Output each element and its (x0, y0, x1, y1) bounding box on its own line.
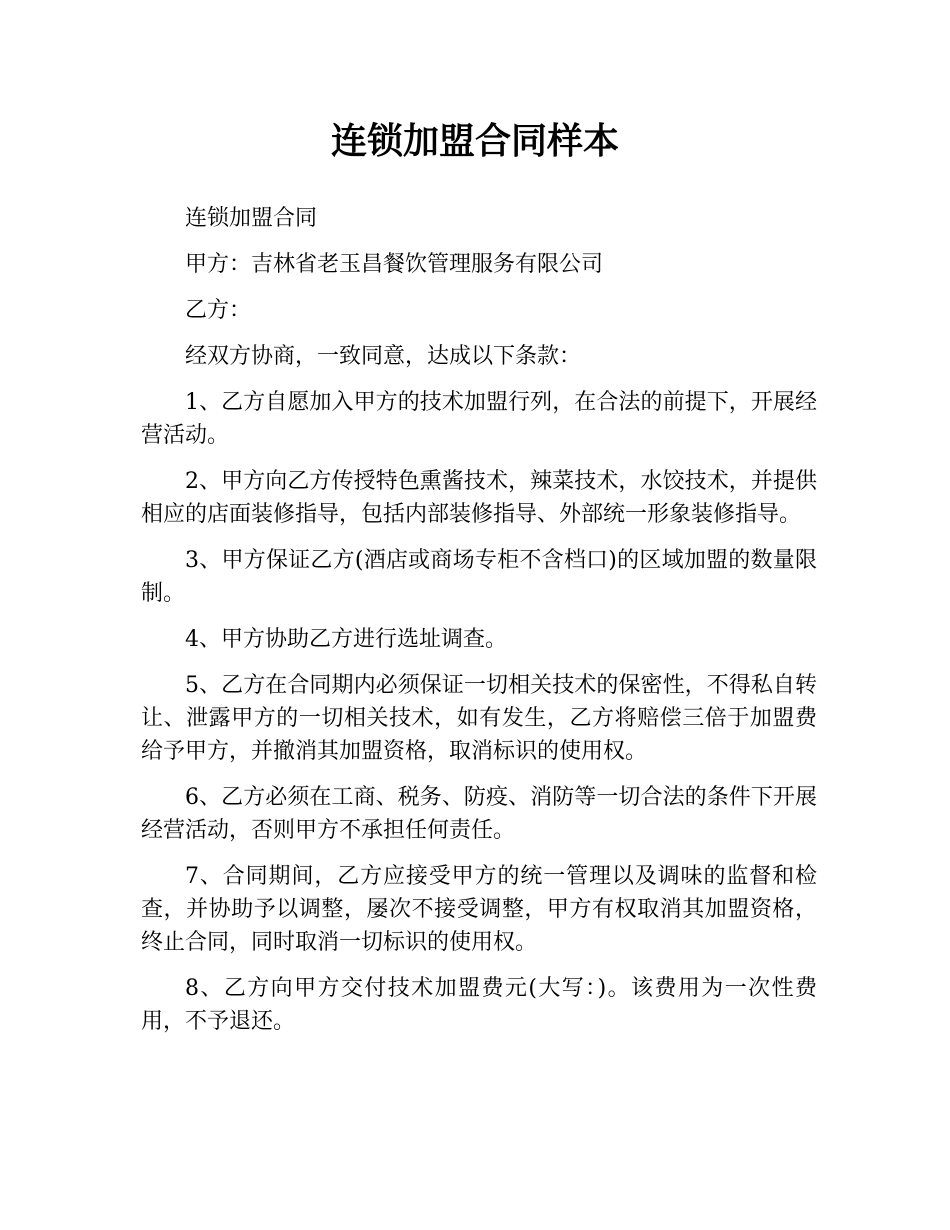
clause-4: 4、甲方协助乙方进行选址调查。 (185, 627, 507, 652)
clause-1: 1、乙方自愿加入甲方的技术加盟行列，在合法的前提下，开展经营活动。 (141, 390, 817, 448)
clause-5: 5、乙方在合同期内必须保证一切相关技术的保密性，不得私自转让、泄露甲方的一切相关技术，如有发生，乙方将赔偿三倍于加盟费给予甲方，并撤消其加盟资格，取消标识的使用权。 (141, 673, 817, 764)
document-body (141, 202, 817, 1051)
paragraph-contract-heading: 连锁加盟合同 (185, 206, 318, 231)
clause-8: 8、乙方向甲方交付技术加盟费元(大写：)。该费用为一次性费用，不予退还。 (141, 976, 817, 1034)
clause-2: 2、甲方向乙方传授特色熏酱技术，辣菜技术，水饺技术，并提供相应的店面装修指导，包括内部装修指导、外部统一形象装修指导。 (141, 469, 817, 527)
document-title: 连锁加盟合同样本 (330, 121, 619, 162)
clause-7: 7、合同期间，乙方应接受甲方的统一管理以及调味的监督和检查，并协助予以调整，屡次不接受调整，甲方有权取消其加盟资格，终止合同，同时取消一切标识的使用权。 (141, 864, 817, 955)
clause-3: 3、甲方保证乙方(酒店或商场专柜不含档口)的区域加盟的数量限制。 (141, 548, 817, 606)
paragraph-party-a: 甲方：吉林省老玉昌餐饮管理服务有限公司 (185, 252, 604, 277)
paragraph-agreement-intro: 经双方协商，一致同意，达成以下条款： (185, 344, 582, 369)
paragraph-party-b: 乙方： (185, 298, 252, 323)
clause-6: 6、乙方必须在工商、税务、防疫、消防等一切合法的条件下开展经营活动，否则甲方不承担任何责任。 (141, 785, 817, 843)
